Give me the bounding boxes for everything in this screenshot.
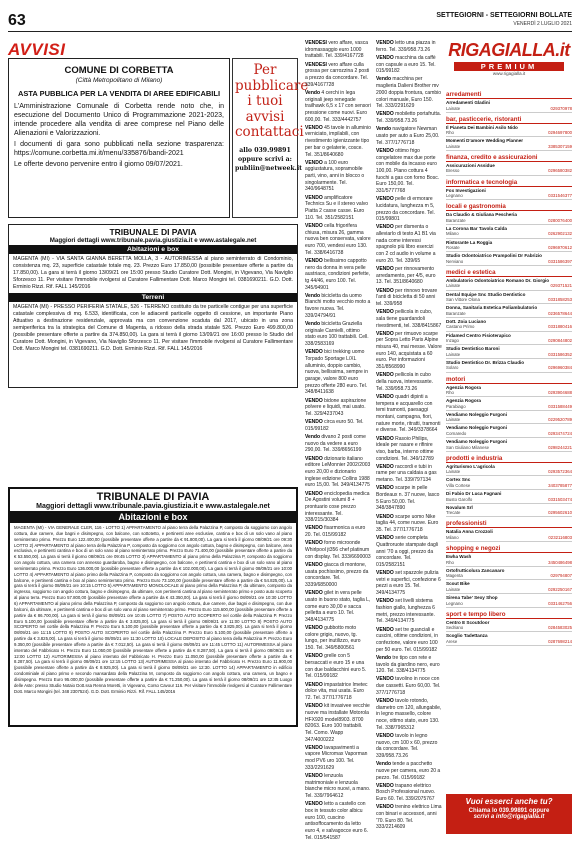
classified-ad: VENDO scarpe uomo Nike taglia 44, come nuove. Euro 35. Tel. 377/1776718 <box>376 513 439 533</box>
business-location: Rho <box>446 559 454 565</box>
business-directory <box>446 88 572 646</box>
classified-ad: VENDO gubbotto moto colore grigio, nuovo, tg. lungo, per inutilizzo, euro 150. Tel. 349/5800561 <box>305 625 361 652</box>
classified-ad: VENDO 45 tavole in alluminio verniciato, impilabili, con rivestimento igienizzante tipo per bar o gelaterie, cosce. Tel. 351/8640680 <box>305 124 371 158</box>
business-location: Cornaredo <box>446 430 467 436</box>
directory-category: sport e tempo libero <box>446 610 572 619</box>
section-title: AVVISI <box>8 40 66 59</box>
business-name: Vendiamo Noleggio Furgoni <box>446 439 507 445</box>
rigagialla-logo <box>446 40 572 86</box>
classified-ad: VENDO bidone aspirazione polvere e liquidi, mai usato. Tel. 329/4237043 <box>305 397 367 417</box>
classified-ad: Vendo navigatore Newman usato per auto a Euro 25,00. Tel. 377/1776718 <box>376 126 440 146</box>
advertise-box <box>446 794 572 834</box>
classified-ad: VENDO cella frigorifera chiusa, misura 26, gamma nuova ben conservata, valore euro 700, vendesi euro 130. Tel. 338/6416738 <box>305 222 371 256</box>
classified-ad: VENDO lenzuola matrimoniale e lenzuola bianche micro nuovi, a mano. Tel. 339/7964612 <box>305 773 371 800</box>
classified-ad: VENDESI vero affare culla grossa per carrozzina 2 posti a prezzo da concordare. Tel. 339/4167728 <box>305 61 370 88</box>
business-name: Ortofrutticolura Zancanaro <box>446 567 505 573</box>
directory-entry <box>446 162 572 176</box>
business-location: Lainate <box>446 417 461 423</box>
business-phone: 0331858253 <box>548 297 572 303</box>
business-phone: 029370978 <box>550 105 572 111</box>
business-location: Lainate <box>446 283 461 289</box>
classifieds-column-1 <box>305 40 371 842</box>
business-phone: 0331588449 <box>548 403 572 409</box>
directory-category: informatica e tecnologia <box>446 178 572 187</box>
classified-ad: Vendo bicicletta da uomo Bianchi motto vecchio moto a favore nuova. Tel. 339/24794/91 <box>305 292 371 319</box>
business-phone: 0331546377 <box>548 193 572 199</box>
classified-ad: VENDO per rinnovo trovare l'anti di bicicletta di 50 anni tel. 339/958 <box>376 287 438 307</box>
business-phone: 0229520789 <box>548 417 572 423</box>
classified-ad: VENDO letto a castello con box in tessuto color albicu euro 100, cuscino antisoffocamento da letto euro 4, e salvagocce euro 6. Tel. 015/541587 <box>305 801 369 841</box>
business-location: Lainate <box>446 469 461 475</box>
directory-entry <box>446 476 572 490</box>
business-location: Lainate <box>446 105 461 111</box>
classified-ad: VENDO quadri dipinti a tempera e acquarello con temi tramonti, paesaggi montani, campagna, fiori, nature morte, ritratti, tramonti e diverse. Tel. 349/3378664 <box>376 393 441 434</box>
classified-ad: VENDO dizionario italiano editore LeMonnier 2002/2003 euro 20,00 e dizionario inglese edizione Collins 1988 euro 15,00. Tel. 349/4134775 <box>305 455 371 489</box>
business-name: Il Pianeta Dei Bambini Asilo Nido <box>446 124 518 130</box>
classified-ad: VENDO tavolo rotondo, diametro cm 120, allungabile, in legno massello, colore noce, ottimo stato, euro 130. Tel. 338/7965312 <box>376 697 442 731</box>
directory-entry <box>446 490 572 504</box>
classified-ad: VENDO pelle di ermorare lucidatura, lunghezza m 5, prezzo da concordare. Tel. 015/99801 <box>376 196 435 223</box>
directory-entry <box>446 211 572 225</box>
advertise-email[interactable]: scrivi a info@rigagialla.it <box>473 814 545 820</box>
classified-ad: VENDO raccordi e tubi in rame per una caldaia a gas metano. Tel. 339/797134 <box>376 463 437 484</box>
directory-entry <box>446 397 572 411</box>
business-phone: 0232116803 <box>548 534 572 540</box>
directory-entry <box>446 438 572 452</box>
directory-entry <box>446 137 572 151</box>
classified-ad: Vendo divano 2 posti come nuovo da vedere a euro 290,00. Tel. 339/8656199 <box>305 434 366 454</box>
directory-entry <box>446 424 572 438</box>
classified-ad: Vendo macchina per maglieria Dalieni Brother mv 2000 doppia frontura, cambio colori manuale, Euro 150. Tel. 333/2291629 <box>376 76 442 110</box>
business-name: Cortex Snc <box>446 477 471 483</box>
corbetta-text: I documenti di gara sono pubblicati nella sezione trasparenza: https://comune.corbetta.mi.it/menu/335876/bandi-2021 <box>14 140 224 157</box>
classified-ad: VENDESI vero affare, vasca idromassaggio euro 1000 trattabili. Tel. 339/4167728 <box>305 40 368 60</box>
business-location: Legnano <box>446 600 463 606</box>
directory-entry <box>446 332 572 346</box>
business-location: Legnano <box>446 193 463 199</box>
publish-ad-headline: Per pubblicare i tuoi avvisi contattaci <box>235 62 309 141</box>
business-location: Rosate <box>446 245 460 251</box>
classified-ad: Vendo tre tipo con rete e tavolo da giardino nero, euro 120. Tel. 338/4134775 <box>376 654 440 675</box>
classified-ad: VENDO tavolino in noce con due cassetti. Euro 60,00. Tel. 377/1776718 <box>376 676 441 696</box>
classified-ad: Vendo 4 cerchi in lega originali jeep renegade trailhawk 6,5 x 17 con sensori pressione come nuovi. Euro 600,00. Tel. 333/4442757 <box>305 89 371 123</box>
business-phone: 0331462756 <box>548 600 572 606</box>
business-name: Scoglio Tadettanza <box>446 633 488 639</box>
business-phone: 0298244221 <box>548 444 572 450</box>
directory-entry <box>446 239 572 253</box>
business-name: Novalum Srl <box>446 504 473 510</box>
directory-category: motori <box>446 375 572 384</box>
business-name: La Corona Bar Tavola Calda <box>446 225 507 231</box>
directory-entry <box>446 252 572 266</box>
classified-ad: VENDO bellissimo cappotto nero da donna in vera pelle austriaco, condizioni perfette, tg 44/46, euro 100. Tel. 345/94901 <box>305 257 371 291</box>
classified-ad: VENDO enciclopedia medica De Agostini volumi 8 + prontuario cose prezzo interessante. Tel. 338/215/30384 <box>305 490 370 524</box>
business-phone: 3403785877 <box>548 482 572 488</box>
business-name: Arredamenti Gladini <box>446 100 490 105</box>
classified-ad: VENDO trenino elettrico Lima con binari e accessori, anni '70. Euro 80. Tel. 333/2214609 <box>376 804 442 831</box>
business-name: Studio Dentistico Dr. Brizza Claudio <box>446 359 525 365</box>
directory-category: arredamenti <box>446 90 572 99</box>
business-location: Sedriano <box>446 625 464 631</box>
classified-ad: VENDO pellicola in cubo della nuova, interessante. Tel. 339/958.73.26 <box>376 372 433 392</box>
directory-entry <box>446 187 572 201</box>
directory-entry <box>446 345 572 359</box>
directory-entry <box>446 580 572 594</box>
directory-category: shopping e negozi <box>446 544 572 553</box>
category-bar: Abitazioni e box <box>9 245 297 254</box>
business-name: Vendiamo Noleggio Furgoni <box>446 425 507 431</box>
business-phone: 3450486498 <box>548 559 572 565</box>
directory-category: bar, pasticcerie, ristoranti <box>446 115 572 124</box>
business-phone: 0331503474 <box>548 496 572 502</box>
classified-ad: VENDO pellicola in cubo, sala tiene guardandoli rivestimenti, tel. 338/8415867 <box>376 309 442 329</box>
tribunale-title: TRIBUNALE DI PAVIA <box>96 491 210 503</box>
business-name: Da Claudio & Giuliana Pescheria <box>446 212 517 218</box>
business-phone: 0290844802 <box>548 338 572 344</box>
business-name: Studio Dentistico Baroni <box>446 346 500 352</box>
classified-ad: Vendo bicicletta Graziella originale Carnielli, ottimo stato euro 100 trattabili. Cell. 338/2583169 <box>305 321 369 348</box>
business-name: Sirena Tabe' Sexy Shop <box>446 595 498 601</box>
classified-ad: VENDO amplificatore Technics Su e il stereo valvo Piatta 2 casse casse. Euro 110. Tel. 351/2582151 <box>305 194 369 221</box>
directory-entry <box>446 291 572 305</box>
classifieds-column-2 <box>376 40 442 833</box>
directory-category: prodotti e industria <box>446 454 572 463</box>
business-name: Scout Bike <box>446 581 470 587</box>
directory-entry <box>446 124 572 138</box>
classified-ad: VENDO per rimuovo scarpe per Sopra Letto Paris Alpine misura 40, mai messe. Valore euro 140, acquistata a 60 euro. Per informazioni 351/8568990 <box>376 330 442 371</box>
business-location: Lainate <box>446 351 461 357</box>
tribunale-notice-2 <box>8 487 298 727</box>
publish-ad-phone: allo 039.99891 <box>239 146 291 154</box>
directory-category: finanza, credito e assicurazioni <box>446 153 572 162</box>
category-bar: Abitazioni e box <box>10 511 296 523</box>
business-location: Milano <box>446 534 459 540</box>
business-location: Rho <box>446 390 454 395</box>
business-name: Di Fabio Dr Luca Fagnani <box>446 491 502 497</box>
classified-ad: VENDO serie completa Quattroruote stampate dagli anni '70 a oggi, prezzo da concordare. Tel. 015/2582151 <box>376 535 438 568</box>
business-location: Nerviano <box>446 258 464 264</box>
classified-ad: VENDO circa euro 50. Tel. 015/99182 <box>305 419 364 432</box>
classified-ad: VENDO kit invasivee vecchie nuove ma installate Motorola HFX920 model8903. 8700 82063. Euro 100 trattabili. Tel. Como. Wapp 347/4000222 <box>305 703 370 743</box>
business-location: Lainate <box>446 143 461 149</box>
business-phone: 029794807 <box>550 573 572 579</box>
business-location: San Giuliano Milanese <box>446 444 489 450</box>
business-name: Ristorante La Roggia <box>446 239 493 245</box>
business-location: Castano Primo <box>446 324 475 330</box>
business-phone: 0296960384 <box>548 365 572 371</box>
listing-text: MAGENTA (MI) - VIA GENERALE CLER, 116 - LOTTO 1) APPARTAMENTO al piano terra della Palazzina P, composto da soggiorno con angolo cottura, due camere, due bagni e disimpegno, con balcone, con sottotetto, e pertinenti aree esclusive, cantina e box di un solo vano al piano seminterrato primo. Prezzo Euro 122.400,00 (possibile presentare offerte a partire da € 91.800,00). La gara si terrà il giorno 08/09/21 ore 09:30 LOTTO 2) APPARTAMENTO al piano terra della Palazzina P, composto da soggiorno con angolo cottura, bagno e disimpegno, con balcone, area esclusiva, e pertinenti cantina e box di un solo vano al piano seminterrato primo. Prezzo Euro 71.400,00 (possibile presentare offerte a partire da € 53.550,00). La gara si terrà il giorno 08/09/21 ore 09:45 LOTTO 3) APPARTAMENTO al piano primo della Palazzina P, composto da soggiorno con angolo cottura, una camera con annesso guardaroba, bagno e disimpegno, con balcone, e pertinenti cantina e box di un solo vano al piano seminterrato primo. Prezzo Euro 136.000,00 (possibile presentare offerte a partire da € 102.000,00). La gara si terrà il giorno 08/09/21 ore 10:00 LOTTO 4) APPARTAMENTO al piano primo della Palazzina P, composto da soggiorno con angolo cottura, una camera, bagno e disimpegno, con balcone, e pertinenti cantina e box al piano seminterrato primo. Prezzo Euro 73.100,00 (possibile presentare offerte a partire da € 54.825,00). La gara si terrà il giorno 08/09/21 ore 10:15 LOTTO 5) APPARTAMENTO MONOLOCALE al piano primo della Palazzina P, da ultimare, composto da ingresso, soggiorno con angolo cottura, bagno e disimpegno, da ultimare, con pertinenti cantina al piano seminterrato primo e posto auto scoperto al piano terra. Prezzo Euro 57.800,00 (possibile presentare offerte a partire da € 43.350,00). La gara si terrà il giorno 08/09/21 ore 10:30 LOTTO 6) APPARTAMENTO al piano primo della Palazzina P, composto da soggiorno con angolo cottura, due camere, due bagni e disimpegno, con due balconi, da ultimare, e pertinenti cantina e box di un solo vano al piano seminterrato primo. Prezzo Euro 115.600,00 (possibile presentare offerte a partire da € 86.700,00). La gara si terrà il giorno 08/09/21 ore 10:45 LOTTO 7) POSTO AUTO SCOPERTO nel cortile della Palazzina P. Prezzo Euro 5.100,00 (possibile presentare offerte a partire da € 3.825,00). La gara si terrà il giorno 08/09/21 ore 11:00 LOTTO 8) POSTO AUTO SCOPERTO nel cortile della Palazzina P. Prezzo Euro 5.100,00 (possibile presentare offerte a partire da € 3.825,00). La gara si terrà il giorno 08/09/21 ore 11:15 LOTTO 9) POSTO AUTO SCOPERTO nel cortile della Palazzina P. Prezzo Euro 5.100,00 (possibile presentare offerte a partire da € 3.825,00). La gara si terrà il giorno 08/09/21 ore 11:30 LOTTO 10) LOCALE DEPOSITO al piano terra della Palazzina P. Prezzo Euro 9.350,00 (possibile presentare offerte a partire da € 7.012,50). La gara si terrà il giorno 08/09/21 ore 11:45 LOTTO 11) AUTORIMESSA al piano interrato del Fabbricato H. Prezzo Euro 11.050,00 (possibile presentare offerte a partire da € 8.287,50). La gara si terrà il giorno 08/09/21 ore 12:00 LOTTO 12) AUTORIMESSA al piano interrato del Fabbricato H. Prezzo Euro 11.050,00 (possibile presentare offerte a partire da € 8.287,50). La gara si terrà il giorno 08/09/21 ore 12:15 LOTTO 13) AUTORIMESSA al piano interrato del Fabbricato H. Prezzo Euro 11.900,00 (possibile presentare offerte a partire da € 8.925,00). La gara si terrà il giorno 08/09/21 ore 12:30. LOTTO 14) APPARTAMENTO in edificio condominiale al piano primo e secondo mansardato della Palazzina M, composto da soggiorno con angolo cottura, una camera, un bagno e disimpegno. Prezzo Euro 95.000,00 (possibile presentare offerte a partire da € 71.250,00). La gara si terrà il giorno 08/09/21 ore 12:45 Luogo delle Aste: presso Studio Notaio Dott.ssa Renna Moretti, in Vigevano, Corso Cavour 116. Per visitare l'immobile rivolgersi al Curatore Fallimentare Dott. Marco Mongini (tel. 348 2307524). G.D. Dott. Erminio Rizzi. Rif. FALL 145/2016 <box>14 525 292 694</box>
business-phone: 0236578644 <box>548 310 572 316</box>
classified-ad: VENDO lavapavimenti a vapore Micromax Vaporman mod PV6 uro 100. Tel. 333/2291629 <box>305 744 368 771</box>
business-phone: 0287698214 <box>548 638 572 644</box>
tribunale-title: TRIBUNALE DI PAVIA <box>109 227 197 237</box>
publication-name: SETTEGIORNI - SETTEGIORNI BOLLATE <box>436 12 572 19</box>
advertise-phone: Chiama lo 039.99891 oppure <box>468 808 550 814</box>
tribunale-notice-1 <box>8 224 298 388</box>
business-name: Agriturismo L'agricola <box>446 463 495 469</box>
business-phone: 0331880416 <box>548 324 572 330</box>
directory-entry <box>446 567 572 581</box>
business-phone: 0294697800 <box>548 130 572 136</box>
corbetta-subtitle: (Città Metropolitano di Milano) <box>75 77 163 85</box>
business-location: Solaro <box>446 365 459 371</box>
publication-date: VENERDÌ 2 LUGLIO 2021 <box>513 21 572 27</box>
business-phone: 0296970612 <box>548 245 572 251</box>
directory-entry <box>446 225 572 239</box>
classified-ad: VENDO gilet in vera pelle usato in buono stato, taglia L, come euro 30,00 e sacca pelletta a euro 10. Tel. 348/4134775 <box>305 590 371 623</box>
business-name: Studio Odontoiatrico Prampolini Dr Fabrizio <box>446 253 542 259</box>
listing-text: MAGENTA (MI) - VIA SANTA GIANNA BERETTA MOLLA, 3 - AUTORIMESSA al piano seminterrato di Condominio, consistenza mq. 23, superficie catastale totale mq. 23. Prezzo Euro 17.850,00 (possibile presentare offerte a partire da 17.850,00). La gara si terrà il giorno 13/09/21 ore 15:00 presso Studio Curatore Dott. Mongini, in Vigevano, Via Naviglio Sforzesco 11. Per visitare l'immobile rivolgersi al Curatore Fallimentare Dott. Marco Mongini tel. 0381690211. G.D. Dott. Erminio Rizzi. Rif. FALL 145/2016 <box>13 256 293 291</box>
business-name: Dott. Zoia Luciano <box>446 318 487 324</box>
business-location: Lainate <box>446 586 461 592</box>
business-phone: 0331586397 <box>548 258 572 264</box>
listing-text: MAGENTA (MI) - PRESSO PERIFERIA STATALE, 526 - TERRENO costituito da tre particelle contigue per una superficie catastale complessiva di mq. 6.533, identificata, con le adiacenti particelle oggetto di cessione, un importante Piano Attuativo a destinazione residenziale, approvata ma con convenzione scaduta dal 2017, ubicato in una zona semiperiferica tra la strategica del Comune di Magenta, a ridosso della strada statale 526. Prezzo Euro 499.800,00 (possibile presentare offerte a partire da 374.850,00). La gara si terrà il giorno 13/09/21 ore 16:00 presso lo Studio del Curatore Dott. Mongini, in Vigevano, Via Naviglio Sforzesco 11. Per visitare l'immobile rivolgersi al Curatore Fallimentare Dott. Marco Mongini tel. 0381690211. G.D. Dott. Erminio Rizzi. Rif. FALL 145/2016 <box>13 304 293 353</box>
classified-ad: VENDO grelle con 5 bersaccati e euro 15 e una con due baldacchini euro 5. Tel. 015/99182 <box>305 653 367 680</box>
advertise-headline: Vuoi esserci anche tu? <box>465 797 553 806</box>
directory-category: professionisti <box>446 519 572 528</box>
corbetta-title: COMUNE DI CORBETTA <box>64 65 174 76</box>
business-location: Milano <box>446 231 459 237</box>
publish-ad-box <box>232 58 309 218</box>
tribunale-subtitle: Maggiori dettagli www.tribunale.pavia.giustizia.it e www.astalegale.net <box>49 237 257 244</box>
directory-entry <box>446 504 572 518</box>
classified-ad: VENDO set tre guanciali e cuscini, ottime condizioni, in confezione, valore euro 100 per 50 euro. Tel. 015/99182 <box>376 626 438 653</box>
business-location: San Vittore Olona <box>446 297 480 303</box>
classified-ad: VENDO a 100 euro aggiustatura, sopramobile parti, vino, anni in blocco o singolarmente. Tel. 340/9648751 <box>305 159 365 193</box>
business-phone: 3385307159 <box>548 143 572 149</box>
directory-entry <box>446 277 572 291</box>
business-location: Bresso <box>446 168 460 174</box>
classified-ad: VENDO ottimo frigo congelatore max due porte con mobile da incasso euro 100,00. Piano cottura 4 fuochi a gas con forno Bosc. Euro 150,00. Tel. 331/5777768 <box>376 147 440 194</box>
business-location: Baranzate <box>446 310 466 316</box>
directory-entry <box>446 528 572 542</box>
classified-ad: VENDO per rinnovamento arredamento, per 4/5, euro 13. Tel. 351/8640680 <box>376 266 436 286</box>
classified-ad: VENDO macchina da caffè con capsule a euro 15. Tel. 015/99182 <box>376 54 436 75</box>
business-location: Villa Cortese <box>446 482 471 488</box>
classified-ad: VENDO letto una piazza in ferro. Tel. 339/958.73.26 <box>376 40 436 53</box>
business-name: Dental Equipe Snc Studio Dentistico <box>446 291 526 297</box>
directory-entry <box>446 304 572 318</box>
business-name: Agenzia Rogora <box>446 384 481 390</box>
publish-ad-email[interactable]: publiin@netweek.it <box>235 164 303 172</box>
corbetta-heading: ASTA PUBBLICA PER LA VENDITA DI AREE EDIFICABILI <box>17 88 221 98</box>
page-header <box>8 10 572 32</box>
business-phone: 0280076400 <box>548 217 572 223</box>
classified-ad: VENDO set spazzole pulizia vetri e superfici, confezione 6 pezzi a euro 15. Tel. 349/4134775 <box>376 570 441 597</box>
business-phone: 0331586352 <box>548 351 572 357</box>
directory-entry <box>446 632 572 646</box>
classified-ad: VENDO bici trekking uomo Torpado Sportage L/XL alluminio, doppio cambio, nuova, bellissima, sempre in garage, valore 800 euro prezzo offerte 280 euro. Tel. 348/8411638 <box>305 349 369 396</box>
classified-ad: VENDO forno microonde Whirlpool jt356 chef platinum con display. Tel. 333/6690003 <box>305 540 371 560</box>
corbetta-notice <box>8 58 230 218</box>
directory-entry <box>446 359 572 373</box>
business-location: Rho <box>446 130 454 136</box>
business-phone: 0296580382 <box>548 168 572 174</box>
classified-ad: VENDO impastatrice Imetec dolce vita, mai usata. Euro 72. Tel. 377/1776718 <box>305 681 368 701</box>
directory-entry <box>446 384 572 398</box>
classified-ad: VENDO set livelli sistema fashion giallo, lunghezza 6 metri, prezzo interessante. Tel. 349/4134775 <box>376 598 435 625</box>
classified-ad: VENDO Rasoio Philips, ideale per rasare e rifinire viso, barba, interno ottime condizioni. Tel. 349/12789 <box>376 435 434 462</box>
business-name: Natalia Anna Crozzoli <box>446 529 493 535</box>
directory-category: locali e gastronomia <box>446 202 572 211</box>
classified-ad: VENDO tavolo in legno nuovo, cm 100 x 60, prezzo da concordare. Tel. 339/958.73.26 <box>376 732 438 759</box>
business-phone: 0293474724 <box>548 430 572 436</box>
tribunale-subtitle: Maggiori dettagli www.tribunale.pavia.giustizia.it e www.astalegale.net <box>36 503 270 510</box>
business-name: Fox Investigazioni <box>446 187 486 193</box>
directory-entry <box>446 411 572 425</box>
business-phone: 0284583025 <box>548 625 572 631</box>
business-location: Arese <box>446 638 458 644</box>
category-bar: Terreni <box>9 293 297 302</box>
classified-ad: VENDO trapano elettrico Bosch Professional nuovo. Euro 60. Tel. 339/2075767 <box>376 782 436 803</box>
business-location: Trecate <box>446 510 461 516</box>
business-name: Vendiamo Noleggio Furgoni <box>446 411 507 417</box>
classified-ad: VENDO giacca di montone, usata pochissimo, prezzo da concordare. Tel. 3339/6850000 <box>305 561 369 588</box>
business-name: Agenzia Rogora <box>446 398 481 404</box>
logo-premium: PREMIUM <box>454 62 564 71</box>
classified-ad: Vendo tende a pacchetto nuove per camera, euro 20 a pezzo. Tel. 015/99182 <box>376 761 441 781</box>
business-name: Fidamed Centro Fisioterapico <box>446 332 511 338</box>
classified-ad: VENDO scarpe in pelle Bordeaux n. 37 nuove, lasco 5 Euro 50,00. Tel. 348/3847890 <box>376 485 440 512</box>
publish-ad-alt: oppure scrivi a: <box>238 155 292 163</box>
business-phone: 0262902132 <box>548 231 572 237</box>
business-name: Centro E Scoutdoor <box>446 619 490 625</box>
business-name: Donna, Sanitaria Estetica Poliambulatorio <box>446 305 538 311</box>
directory-category: medici e estetica <box>446 268 572 277</box>
directory-entry <box>446 619 572 633</box>
business-location: Parabiago <box>446 403 466 409</box>
business-phone: 0292250167 <box>548 586 572 592</box>
directory-entry <box>446 594 572 608</box>
business-location: Inzago <box>446 338 459 344</box>
corbetta-text: Le offerte devono pervenire entro il giorno 09/07/2021. <box>14 161 183 169</box>
business-phone: 029371521 <box>550 283 572 289</box>
classified-ad: VENDO per dismenta o alleviarlo di testo A1 B1 via nada come interessi spagnolo più libro esercizi con 2 cd audio in volume a euro 20. Tel. 339/65 <box>376 224 436 264</box>
page-number: 63 <box>8 12 26 29</box>
business-name: Ambulatorio Odontoiatrico Romano Dr. Giorgio <box>446 277 550 283</box>
logo-url: www.rigagialla.it <box>492 71 526 76</box>
business-phone: 0293572364 <box>548 469 572 475</box>
business-name: Momenti D'amore Wedding Planner <box>446 138 524 144</box>
classified-ad: VENDO mobiletto portafrutta. Tel. 339/958.73.26 <box>376 111 442 125</box>
business-phone: 0295602610 <box>548 510 572 516</box>
directory-entry <box>446 99 572 113</box>
directory-entry <box>446 463 572 477</box>
business-name: Ewha Wash <box>446 554 472 560</box>
business-location: Busto Garolfo <box>446 496 473 502</box>
business-phone: 0293904688 <box>548 390 572 395</box>
logo-text: RIGAGIALLA.it <box>448 40 570 60</box>
directory-entry <box>446 318 572 332</box>
business-location: Magenta <box>446 573 463 579</box>
business-name: Assicurazioni Assidue <box>446 162 495 168</box>
corbetta-text: L'Amministrazione Comunale di Corbetta rende noto che, in esecuzione del Documento Unico di Programmazione 2021-2023, intende procedere alla vendita di aree comprese nel Piano delle Alienazioni e Valorizzazioni. <box>14 102 224 137</box>
classified-ad: VENDO fisarmonica a euro 20. Tel. 015/99182 <box>305 525 366 539</box>
directory-entry <box>446 553 572 567</box>
business-location: Baranzate <box>446 217 466 223</box>
